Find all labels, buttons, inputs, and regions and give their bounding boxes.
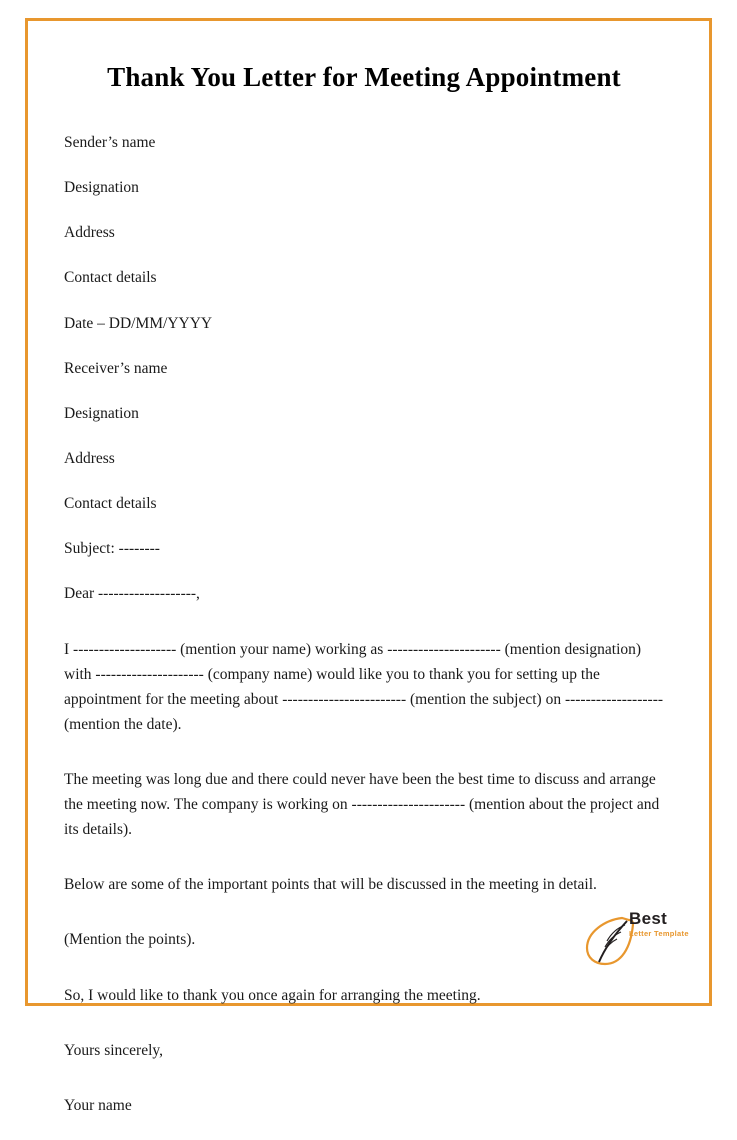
field-subject: Subject: -------- — [64, 540, 160, 558]
body-paragraph-2: The meeting was long due and there could never have been the best time to discuss and arrange the meeting now. The company is working on ---------------------- (mention about the project and its details). — [64, 770, 660, 839]
brand-logo-text — [629, 910, 689, 938]
field-receiver-designation: Designation — [64, 404, 139, 422]
field-sender-address: Address — [64, 224, 115, 242]
body-paragraph-4: (Mention the points). — [64, 931, 196, 949]
brand-name: Best — [629, 909, 668, 928]
field-sender-designation: Designation — [64, 179, 139, 197]
field-receiver-address: Address — [64, 449, 115, 467]
field-receiver-contact: Contact details — [64, 495, 157, 513]
signature-name: Your name — [64, 1096, 132, 1114]
field-sender-name: Sender’s name — [64, 134, 156, 151]
field-sender-contact: Contact details — [64, 269, 157, 287]
closing-salutation: Yours sincerely, — [64, 1041, 164, 1059]
field-receiver-name: Receiver’s name — [64, 359, 168, 377]
brand-logo — [577, 900, 695, 982]
body-paragraph-3: Below are some of the important points that will be discussed in the meeting in detail. — [64, 876, 597, 894]
page-title: Thank You Letter for Meeting Appointment — [107, 62, 621, 92]
field-salutation: Dear -------------------, — [64, 585, 200, 603]
field-date: Date – DD/MM/YYYY — [64, 314, 213, 332]
body-paragraph-1: I -------------------- (mention your name) working as ---------------------- (mention designation) with --------------------- (company name) would like you to thank you for setting up the appointment for the meeting about ------------------------ (mention the subject) on ------------------- (mention the date). — [64, 640, 664, 733]
body-paragraph-5: So, I would like to thank you once again for arranging the meeting. — [64, 986, 481, 1004]
brand-tagline: Letter Template — [629, 929, 689, 938]
